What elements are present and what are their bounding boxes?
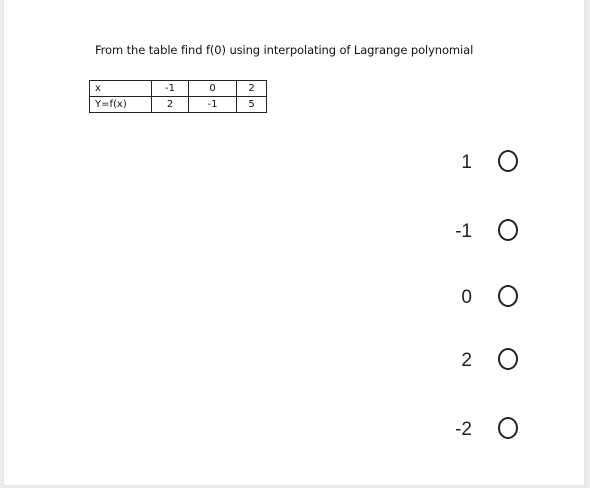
- question-text: From the table find f(0) using interpolating of Lagrange polynomial: [95, 43, 474, 57]
- option-value: 2: [461, 350, 472, 371]
- row-header-fx: Y=f(x): [90, 97, 152, 113]
- table-cell: 0: [189, 81, 237, 97]
- answer-option[interactable]: [424, 283, 534, 313]
- option-value: -2: [455, 419, 472, 440]
- table-cell: 2: [237, 81, 267, 97]
- answer-option[interactable]: [424, 148, 534, 178]
- answer-option[interactable]: [424, 415, 534, 445]
- answer-option[interactable]: [424, 217, 534, 247]
- option-value: -1: [455, 221, 472, 242]
- radio-button[interactable]: [498, 285, 518, 307]
- answer-option[interactable]: [424, 346, 534, 376]
- radio-button[interactable]: [498, 417, 518, 439]
- table-cell: 5: [237, 97, 267, 113]
- question-card: [3, 0, 585, 486]
- option-value: 0: [461, 287, 472, 308]
- table-row: [90, 97, 267, 113]
- radio-button[interactable]: [498, 348, 518, 370]
- table-cell: 2: [152, 97, 189, 113]
- table-cell: -1: [189, 97, 237, 113]
- table-cell: -1: [152, 81, 189, 97]
- radio-button[interactable]: [498, 150, 518, 172]
- radio-button[interactable]: [498, 219, 518, 241]
- table-row: [90, 81, 267, 97]
- row-header-x: x: [90, 81, 152, 97]
- data-table: [89, 80, 267, 113]
- option-value: 1: [461, 152, 472, 173]
